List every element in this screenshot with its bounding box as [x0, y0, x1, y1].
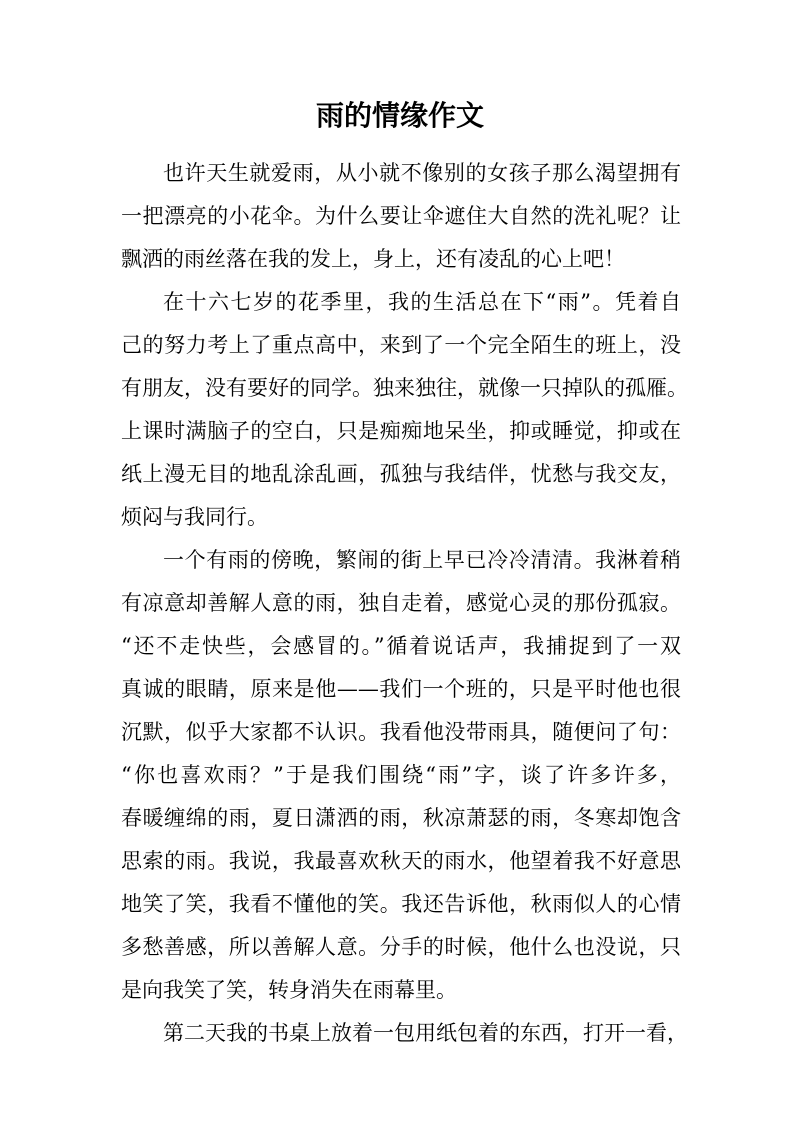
paragraph-3-line-9: 地笑了笑，我看不懂他的笑。我还告诉他，秋雨似人的心情 — [121, 892, 681, 916]
paragraph-3-line-2: 有凉意却善解人意的雨，独自走着，感觉心灵的那份孤寂。 — [121, 591, 681, 615]
paragraph-3-line-5: 沉默，似乎大家都不认识。我看他没带雨具，随便问了句： — [121, 720, 681, 744]
paragraph-3-line-6: “你也喜欢雨？”于是我们围绕“雨”字，谈了许多许多， — [121, 763, 681, 787]
paragraph-3-line-3: “还不走快些，会感冒的。”循着说话声，我捕捉到了一双 — [121, 634, 681, 658]
paragraph-2-line-3: 有朋友，没有要好的同学。独来独往，就像一只掉队的孤雁。 — [121, 376, 688, 400]
paragraph-1-line-1: 也许天生就爱雨，从小就不像别的女孩子那么渴望拥有 — [163, 161, 681, 185]
paragraph-4-line-1: 第二天我的书桌上放着一包用纸包着的东西，打开一看， — [163, 1021, 688, 1045]
document-title: 雨的情缘作文 — [315, 99, 484, 132]
paragraph-2-line-4: 上课时满脑子的空白，只是痴痴地呆坐，抑或睡觉，抑或在 — [121, 419, 681, 443]
paragraph-2-line-6: 烦闷与我同行。 — [121, 505, 268, 529]
paragraph-3-line-1: 一个有雨的傍晚，繁闹的街上早已冷冷清清。我淋着稍 — [163, 548, 681, 572]
paragraph-2-line-5: 纸上漫无目的地乱涂乱画，孤独与我结伴，忧愁与我交友， — [121, 462, 681, 486]
paragraph-3-line-11: 是向我笑了笑，转身消失在雨幕里。 — [121, 978, 457, 1002]
paragraph-1-line-3: 飘洒的雨丝落在我的发上，身上，还有凌乱的心上吧！ — [121, 247, 625, 271]
paragraph-1-line-2: 一把漂亮的小花伞。为什么要让伞遮住大自然的洗礼呢？让 — [121, 204, 681, 228]
paragraph-3-line-10: 多愁善感，所以善解人意。分手的时候，他什么也没说，只 — [121, 935, 681, 959]
paragraph-3-line-4: 真诚的眼睛，原来是他——我们一个班的，只是平时他也很 — [121, 677, 681, 701]
paragraph-2-line-2: 己的努力考上了重点高中，来到了一个完全陌生的班上，没 — [121, 333, 681, 357]
paragraph-3-line-7: 春暖缠绵的雨，夏日潇洒的雨，秋凉萧瑟的雨，冬寒却饱含 — [121, 806, 681, 830]
paragraph-3-line-8: 思索的雨。我说，我最喜欢秋天的雨水，他望着我不好意思 — [121, 849, 681, 873]
paragraph-2-line-1: 在十六七岁的花季里，我的生活总在下“雨”。凭着自 — [163, 290, 681, 314]
